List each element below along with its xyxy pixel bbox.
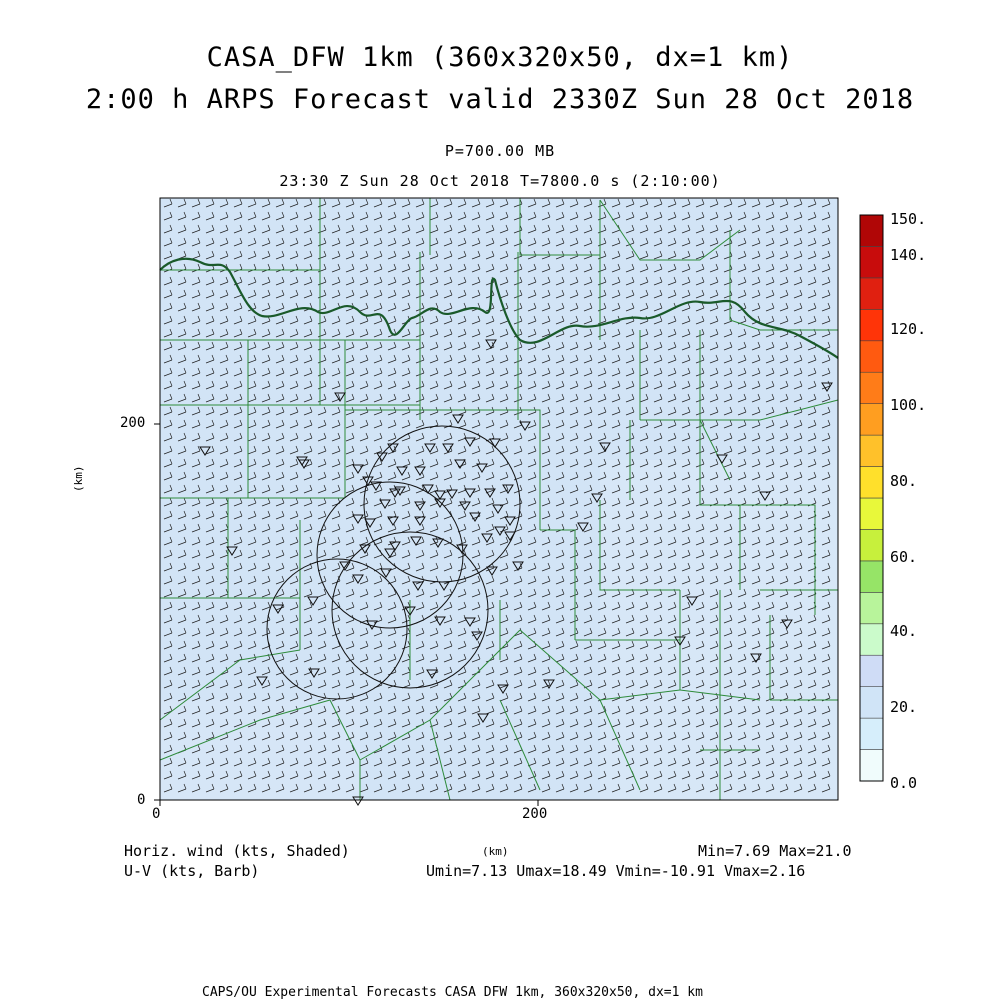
colorbar-segment <box>860 435 883 466</box>
uv-min-max: Umin=7.13 Umax=18.49 Vmin=-10.91 Vmax=2.16 <box>426 862 806 880</box>
colorbar-segment <box>860 718 883 749</box>
colorbar-label: 140. <box>890 246 927 264</box>
colorbar-segment <box>860 655 883 686</box>
x-tick-200: 200 <box>522 806 548 822</box>
valid-time-info: 23:30 Z Sun 28 Oct 2018 T=7800.0 s (2:10:00) <box>279 172 721 190</box>
title-line-2: 2:00 h ARPS Forecast valid 2330Z Sun 28 Oct 2018 <box>85 84 915 115</box>
colorbar-segment <box>860 341 883 372</box>
x-tick-0: 0 <box>152 806 161 822</box>
colorbar-segment <box>860 592 883 623</box>
colorbar-segment <box>860 498 883 529</box>
colorbar-label: 150. <box>890 210 927 228</box>
colorbar-segment <box>860 529 883 560</box>
title-line-1: CASA_DFW 1km (360x320x50, dx=1 km) <box>206 42 794 73</box>
colorbar-label: 60. <box>890 548 918 566</box>
colorbar-segment <box>860 467 883 498</box>
colorbar-segment <box>860 561 883 592</box>
colorbar-segment <box>860 404 883 435</box>
colorbar-label: 120. <box>890 320 927 338</box>
y-tick-0: 0 <box>137 792 146 808</box>
colorbar-label: 100. <box>890 396 927 414</box>
colorbar-segment <box>860 309 883 340</box>
colorbar-label: 20. <box>890 698 918 716</box>
variable-shaded: Horiz. wind (kts, Shaded) <box>124 842 350 860</box>
wind-speed-patch <box>160 700 360 800</box>
colorbar-segment <box>860 246 883 277</box>
colorbar-segment <box>860 278 883 309</box>
y-tick-200: 200 <box>120 415 146 431</box>
y-axis-label: (km) <box>72 465 85 492</box>
min-max-value: Min=7.69 Max=21.0 <box>698 842 852 860</box>
variable-barb: U-V (kts, Barb) <box>124 862 260 880</box>
colorbar-label: 0.0 <box>890 774 918 792</box>
x-axis-label: (km) <box>482 845 509 858</box>
colorbar-segment <box>860 750 883 781</box>
pressure-level: P=700.00 MB <box>444 142 556 160</box>
colorbar-segment <box>860 624 883 655</box>
wind-speed-patch <box>600 460 838 800</box>
colorbar-label: 80. <box>890 472 918 490</box>
colorbar-segment <box>860 215 883 246</box>
colorbar-label: 40. <box>890 622 918 640</box>
colorbar-segment <box>860 372 883 403</box>
credit-line: CAPS/OU Experimental Forecasts CASA DFW 1km, 360x320x50, dx=1 km <box>202 985 703 1000</box>
colorbar-segment <box>860 687 883 718</box>
